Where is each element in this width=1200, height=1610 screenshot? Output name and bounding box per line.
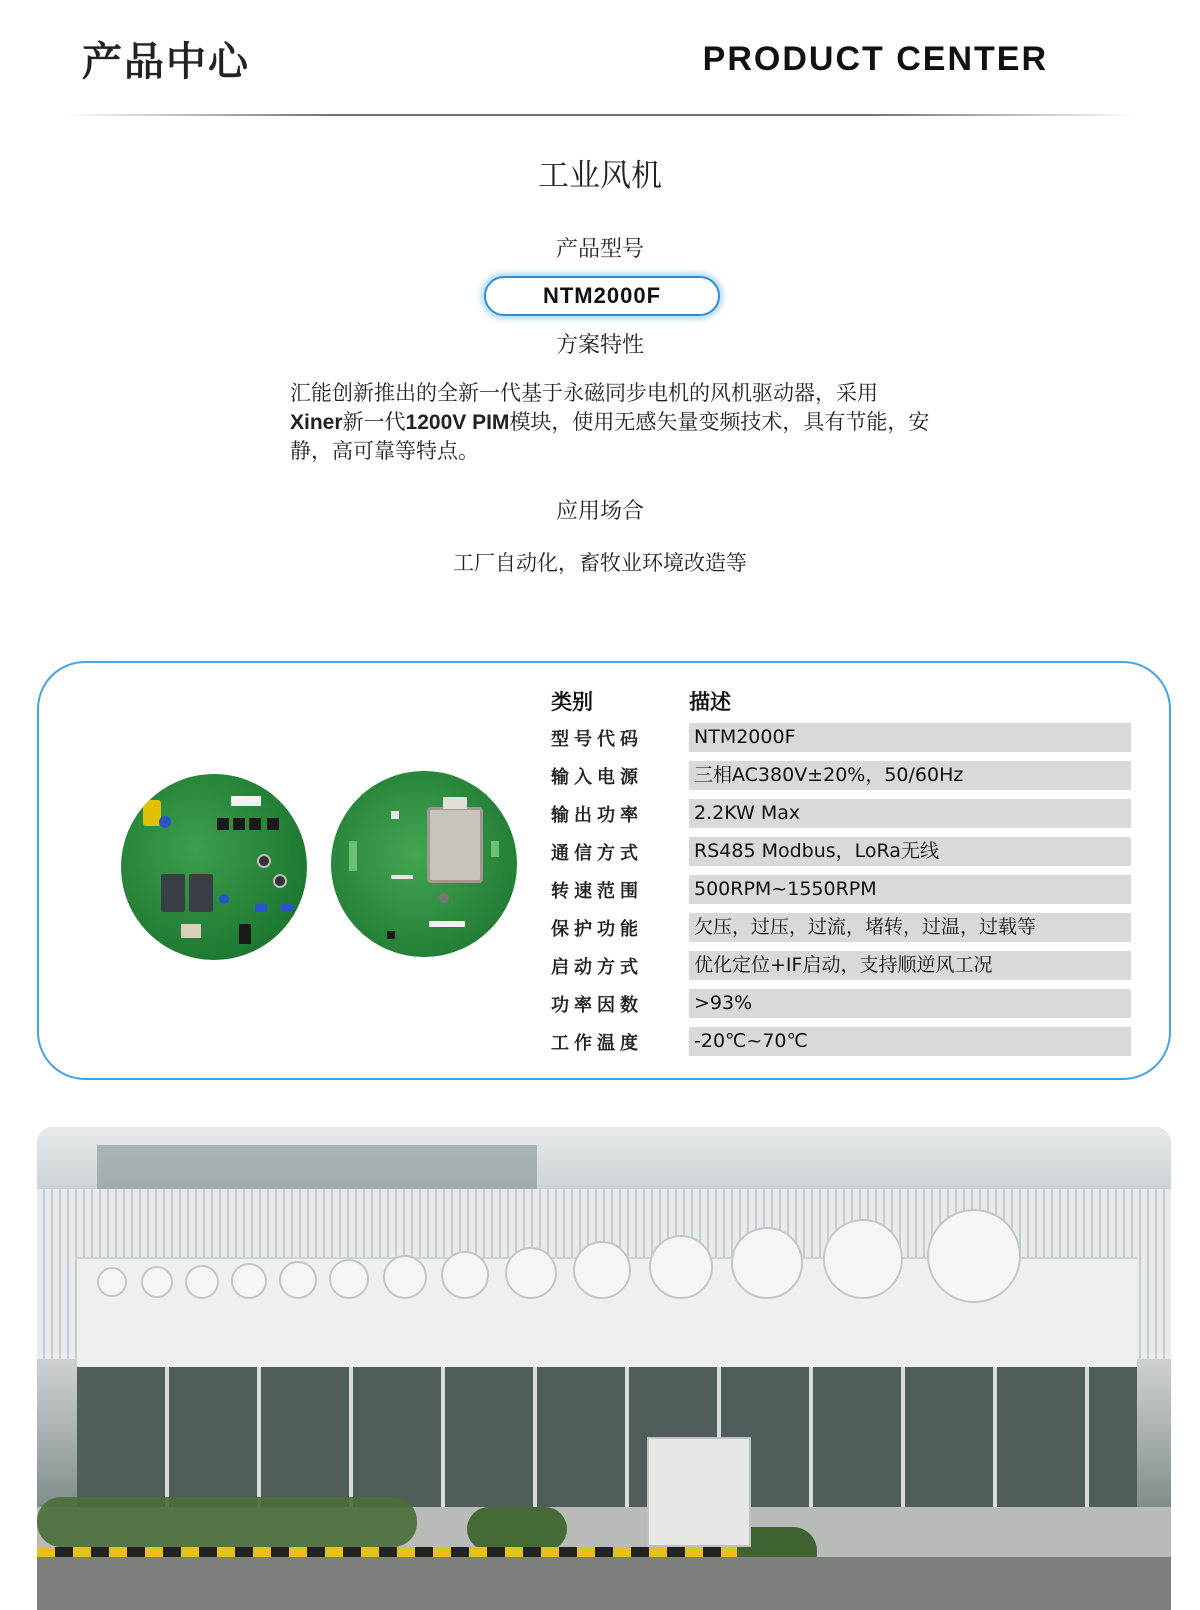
features-module: 1200V PIM: [405, 411, 510, 434]
features-label: 方案特性: [555, 333, 644, 358]
spec-label-startup: 启动方式: [551, 957, 643, 978]
header-divider: [60, 114, 1140, 116]
spec-label-output-power: 输出功率: [551, 805, 643, 826]
spec-value-protection: 欠压，过压，过流，堵转，过温，过载等: [689, 913, 1131, 942]
pcb-back-image: [331, 771, 517, 957]
spec-label-protection: 保护功能: [551, 919, 643, 940]
spec-label-input-power: 输入电源: [551, 767, 643, 788]
spec-label-model-code: 型号代码: [551, 729, 643, 750]
page-header: [0, 0, 1200, 118]
spec-label-operating-temp: 工作温度: [551, 1033, 643, 1054]
features-description: [290, 379, 930, 466]
spec-label-power-factor: 功率因数: [551, 995, 643, 1016]
spec-value-startup: 优化定位+IF启动，支持顺逆风工况: [689, 951, 1131, 980]
spec-value-output-power: 2.2KW Max: [689, 799, 1131, 828]
spec-card: [37, 661, 1171, 1080]
spec-value-communication: RS485 Modbus，LoRa无线: [689, 837, 1131, 866]
spec-value-input-power: 三相AC380V±20%，50/60Hz: [689, 761, 1131, 790]
spec-value-operating-temp: -20℃~70℃: [689, 1027, 1131, 1056]
application-photo: [37, 1127, 1171, 1610]
spec-col-category: 类别: [551, 690, 593, 714]
spec-value-power-factor: >93%: [689, 989, 1131, 1018]
features-text-part-1: 汇能创新推出的全新一代基于永磁同步电机的风机驱动器，采用: [290, 381, 878, 405]
applications-text: 工厂自动化，畜牧业环境改造等: [453, 551, 747, 575]
header-title-en: PRODUCT CENTER: [702, 40, 1048, 78]
product-category-title: 工业风机: [538, 158, 662, 194]
spec-value-model-code: NTM2000F: [689, 723, 1131, 752]
spec-value-speed-range: 500RPM~1550RPM: [689, 875, 1131, 904]
applications-label: 应用场合: [555, 499, 644, 524]
spec-col-description: 描述: [689, 690, 731, 714]
pcb-front-image: [121, 774, 307, 960]
features-text-part-2: 新一代: [342, 410, 406, 434]
spec-label-communication: 通信方式: [551, 843, 643, 864]
spec-label-speed-range: 转速范围: [551, 881, 643, 902]
model-badge: NTM2000F: [484, 276, 720, 316]
features-text-part-3: 模块，使用无感矢量变频技术，具有节能，安静，高可靠等特点。: [290, 410, 930, 463]
features-brand: Xiner: [290, 411, 343, 434]
header-title-cn: 产品中心: [82, 38, 250, 85]
model-label: 产品型号: [555, 237, 644, 262]
